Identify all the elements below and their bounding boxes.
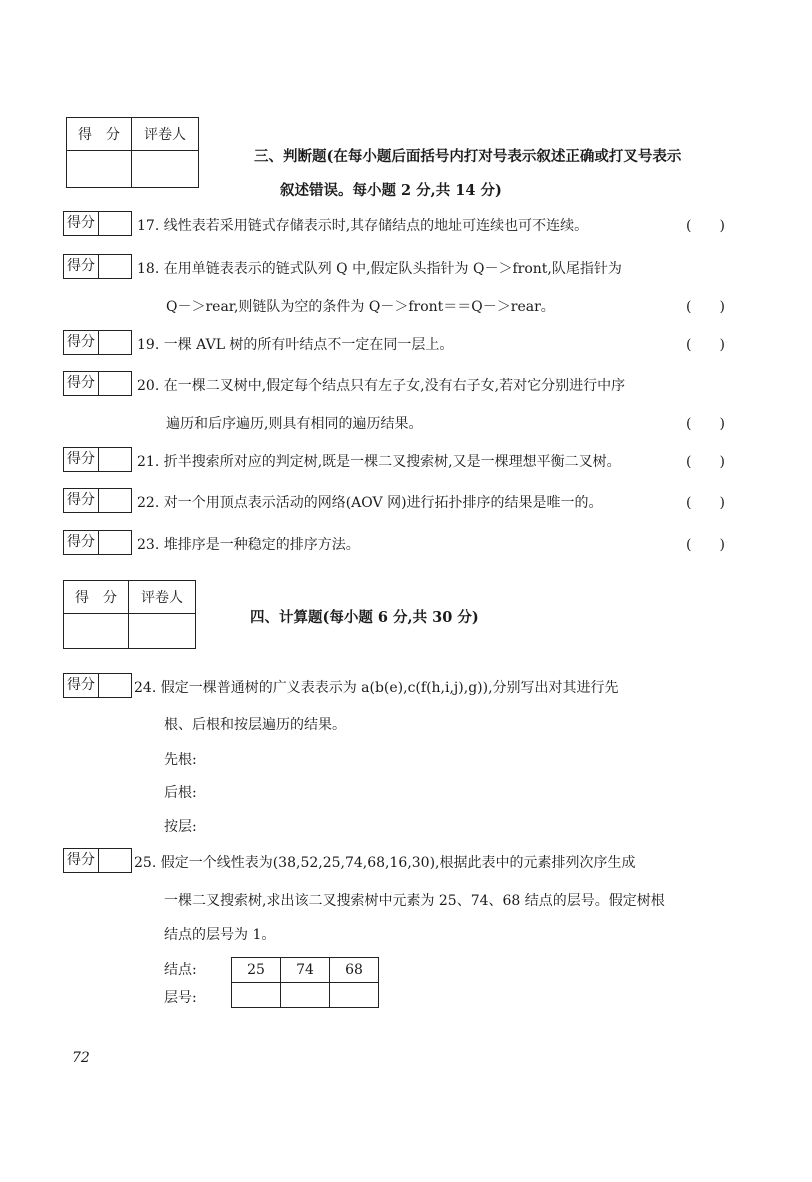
answer-paren-20[interactable]: ( ) <box>686 416 725 432</box>
score-label: 得分 <box>63 211 99 236</box>
score-blank[interactable] <box>99 371 132 396</box>
levelorder-label: 按层: <box>164 819 197 835</box>
score-box <box>63 254 131 279</box>
level-cell[interactable] <box>232 983 281 1008</box>
score-box <box>63 330 131 355</box>
grader-header: 评卷人 <box>129 581 196 614</box>
score-label: 得分 <box>63 488 99 513</box>
node-label: 结点: <box>164 962 197 978</box>
score-blank[interactable] <box>99 447 132 472</box>
score-box <box>63 211 131 236</box>
score-box <box>63 848 131 873</box>
question-25-line1: 25. 假定一个线性表为(38,52,25,74,68,16,30),根据此表中的元素排列次序生成 <box>134 855 636 871</box>
section4-title: 四、计算题(每小题 6 分,共 30 分) <box>250 609 479 626</box>
question-24-line2: 根、后根和按层遍历的结果。 <box>164 717 346 733</box>
question-20-line1: 20. 在一棵二叉树中,假定每个结点只有左子女,没有右子女,若对它分别进行中序 <box>137 378 626 394</box>
grader-table-section3 <box>66 117 199 188</box>
answer-paren-19[interactable]: ( ) <box>686 337 725 353</box>
score-box <box>63 673 131 698</box>
node-cell: 68 <box>330 958 379 983</box>
node-cell: 74 <box>281 958 330 983</box>
score-cell[interactable] <box>64 614 129 649</box>
postorder-label: 后根: <box>164 785 197 801</box>
level-label: 层号: <box>164 990 197 1006</box>
score-label: 得分 <box>63 673 99 698</box>
section3-title-line1: 三、判断题(在每小题后面括号内打对号表示叙述正确或打叉号表示 <box>254 148 682 165</box>
score-label: 得分 <box>63 330 99 355</box>
score-blank[interactable] <box>99 211 132 236</box>
preorder-label: 先根: <box>164 752 197 768</box>
level-cell[interactable] <box>330 983 379 1008</box>
score-label: 得分 <box>63 447 99 472</box>
grader-cell[interactable] <box>129 614 196 649</box>
grader-table-section4 <box>63 580 196 649</box>
score-label: 得分 <box>63 530 99 555</box>
question-23: 23. 堆排序是一种稳定的排序方法。 <box>137 537 360 553</box>
answer-paren-18[interactable]: ( ) <box>686 299 725 315</box>
question-24-line1: 24. 假定一棵普通树的广义表表示为 a(b(e),c(f(h,i,j),g)),分别写出对其进行先 <box>134 680 619 696</box>
score-label: 得分 <box>63 254 99 279</box>
question-21: 21. 折半搜索所对应的判定树,既是一棵二叉搜索树,又是一棵理想平衡二叉树。 <box>137 454 621 470</box>
score-blank[interactable] <box>99 254 132 279</box>
question-20-line2: 遍历和后序遍历,则具有相同的遍历结果。 <box>166 416 423 432</box>
section3-title-line2: 叙述错误。每小题 2 分,共 14 分) <box>280 182 502 199</box>
score-label: 得分 <box>63 848 99 873</box>
page-number: 72 <box>72 1050 90 1066</box>
answer-paren-23[interactable]: ( ) <box>686 537 725 553</box>
score-blank[interactable] <box>99 673 132 698</box>
question-17: 17. 线性表若采用链式存储表示时,其存储结点的地址可连续也可不连续。 <box>137 218 589 234</box>
question-22: 22. 对一个用顶点表示活动的网络(AOV 网)进行拓扑排序的结果是唯一的。 <box>137 495 603 511</box>
score-box <box>63 447 131 472</box>
answer-paren-21[interactable]: ( ) <box>686 454 725 470</box>
score-header: 得 分 <box>67 118 132 151</box>
grader-cell[interactable] <box>132 151 199 188</box>
question-18-line1: 18. 在用单链表表示的链式队列 Q 中,假定队头指针为 Q－＞front,队尾指针为 <box>137 261 622 277</box>
score-box <box>63 488 131 513</box>
score-blank[interactable] <box>99 330 132 355</box>
answer-paren-22[interactable]: ( ) <box>686 495 725 511</box>
score-blank[interactable] <box>99 488 132 513</box>
question-25-line3: 结点的层号为 1。 <box>164 927 276 943</box>
score-box <box>63 530 131 555</box>
node-level-table <box>231 957 379 1008</box>
score-box <box>63 371 131 396</box>
grader-header: 评卷人 <box>132 118 199 151</box>
answer-paren-17[interactable]: ( ) <box>686 218 725 234</box>
score-blank[interactable] <box>99 848 132 873</box>
score-cell[interactable] <box>67 151 132 188</box>
score-blank[interactable] <box>99 530 132 555</box>
question-18-line2: Q－＞rear,则链队为空的条件为 Q－＞front＝＝Q－＞rear。 <box>166 299 555 315</box>
score-label: 得分 <box>63 371 99 396</box>
question-19: 19. 一棵 AVL 树的所有叶结点不一定在同一层上。 <box>137 337 454 353</box>
node-cell: 25 <box>232 958 281 983</box>
level-cell[interactable] <box>281 983 330 1008</box>
score-header: 得 分 <box>64 581 129 614</box>
question-25-line2: 一棵二叉搜索树,求出该二叉搜索树中元素为 25、74、68 结点的层号。假定树根 <box>164 893 665 909</box>
